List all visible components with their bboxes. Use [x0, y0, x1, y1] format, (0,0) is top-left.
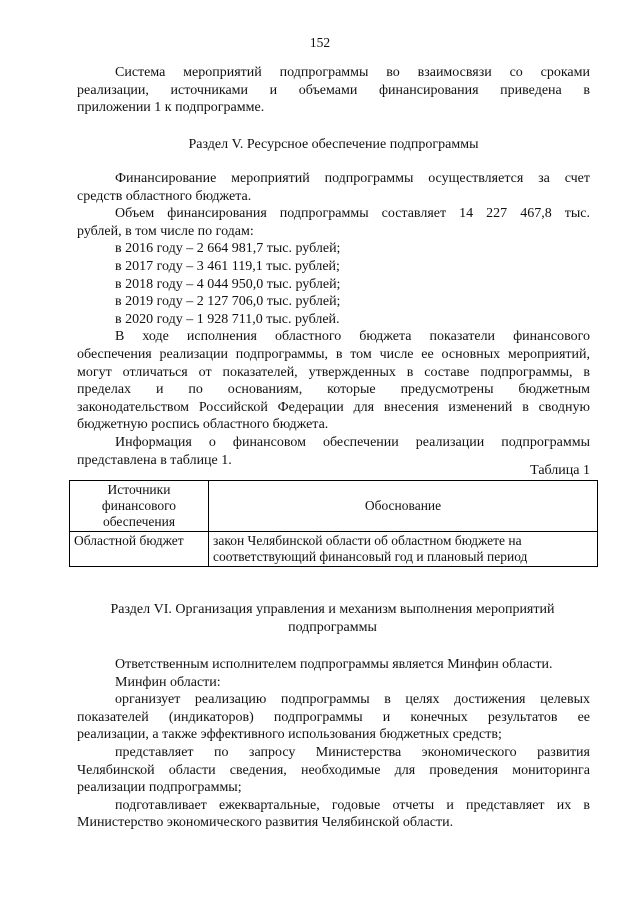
table-header-row [70, 481, 598, 532]
prepares-line: подготавливает ежеквартальные, годовые отчеты и представляет их в [115, 797, 590, 813]
cell-justification: закон Челябинской области об областном бюджете на соответствующий финансовый год и плановый период [209, 532, 598, 567]
section-6-heading-line-2: подпрограммы [288, 619, 377, 635]
provides-line: представляет по запросу Министерства экономического развития [115, 744, 590, 760]
section-6-heading [60, 601, 605, 636]
minfin-line: Минфин области: [115, 674, 221, 690]
organizes-line: показателей (индикаторов) подпрограммы и конечных результатов ее [77, 709, 590, 725]
cell-source: Областной бюджет [70, 532, 209, 567]
organizes-line: организует реализацию подпрограммы в целях достижения целевых [115, 692, 590, 708]
year-line: в 2019 году – 2 127 706,0 тыс. рублей; [115, 294, 341, 310]
table-row [70, 532, 598, 567]
provides-line: Челябинской области сведения, необходимые для проведения мониторинга [77, 762, 590, 778]
volume-line-1: Объем финансирования подпрограммы составляет 14 227 467,8 тыс. [115, 206, 590, 222]
provides-line: реализации подпрограммы; [77, 780, 242, 796]
section-5-body [77, 170, 590, 469]
year-line: в 2016 году – 2 664 981,7 тыс. рублей; [115, 241, 341, 257]
budget-paragraph-line: В ходе исполнения областного бюджета показатели финансового [115, 329, 590, 345]
volume-line-2: рублей, в том числе по годам: [77, 223, 254, 239]
funding-line-2: средств областного бюджета. [77, 188, 252, 204]
budget-paragraph-line: могут отличаться от показателей, утвержденных в составе подпрограммы, в [77, 364, 590, 380]
budget-paragraph-line: обеспечения реализации подпрограммы, в том числе ее основных мероприятий, [77, 346, 590, 362]
info-line-1: Информация о финансовом обеспечении реализации подпрограммы [115, 434, 590, 450]
budget-paragraph-line: пределах и по основаниям, которые предусмотрены бюджетным [77, 382, 590, 398]
header-sources: Источники финансового обеспечения [70, 481, 209, 532]
table-caption: Таблица 1 [530, 463, 590, 478]
section-6-body [77, 656, 590, 832]
intro-line-3: приложении 1 к подпрограмме. [77, 100, 265, 116]
funding-line-1: Финансирование мероприятий подпрограммы осуществляется за счет [115, 171, 590, 186]
prepares-line: Министерство экономического развития Челябинской области. [77, 815, 454, 831]
budget-paragraph-line: бюджетную роспись областного бюджета. [77, 417, 329, 433]
year-line: в 2017 году – 3 461 119,1 тыс. рублей; [115, 258, 340, 274]
organizes-line: реализации, а также эффективного использования бюджетных средств; [77, 727, 502, 743]
page-number: 152 [309, 35, 331, 50]
budget-paragraph-line: законодательством Российской Федерации для внесения изменений в сводную [77, 399, 590, 415]
intro-line-2: реализации, источниками и объемами финансирования приведена в [77, 82, 590, 98]
year-line: в 2020 году – 1 928 711,0 тыс. рублей. [115, 311, 340, 327]
info-line-2: представлена в таблице 1. [77, 452, 232, 468]
intro-paragraph [77, 64, 590, 117]
section-6-heading-line-1: Раздел VI. Организация управления и механизм выполнения мероприятий [110, 602, 555, 617]
financing-table [69, 480, 598, 567]
section-5-heading: Раздел V. Ресурсное обеспечение подпрограммы [188, 137, 479, 152]
responsible-line: Ответственным исполнителем подпрограммы является Минфин области. [115, 657, 553, 672]
intro-line-1: Система мероприятий подпрограммы во взаимосвязи со сроками [115, 65, 590, 80]
year-line: в 2018 году – 4 044 950,0 тыс. рублей; [115, 276, 341, 292]
header-justification: Обоснование [209, 481, 598, 532]
